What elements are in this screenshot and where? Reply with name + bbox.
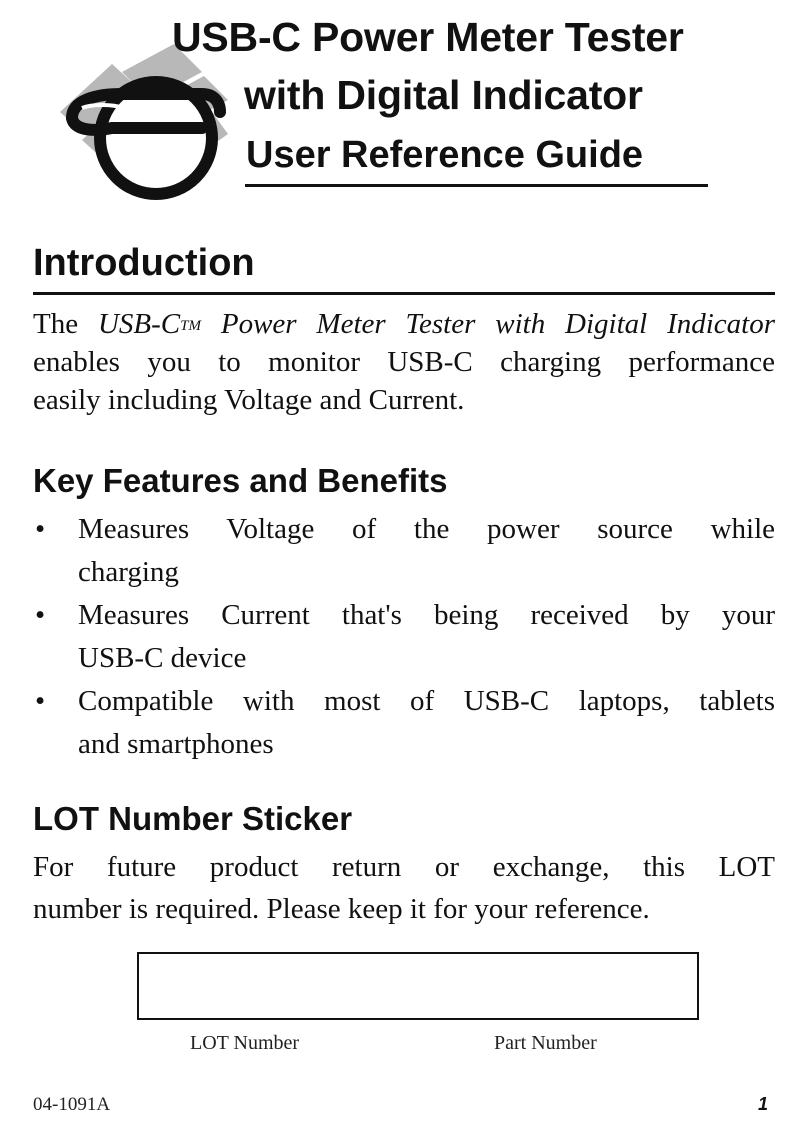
intro-line-1 — [33, 305, 775, 343]
lot-sticker-box — [137, 952, 699, 1020]
bullet-icon: • — [35, 513, 46, 545]
trademark-symbol: TM — [180, 318, 201, 334]
feature-2-line-2: USB-C device — [78, 642, 247, 674]
introduction-paragraph — [33, 305, 775, 419]
document-code: 04-1091A — [33, 1094, 111, 1115]
lot-number-label: LOT Number — [190, 1032, 300, 1054]
introduction-heading: Introduction — [33, 242, 255, 284]
bullet-icon: • — [35, 685, 46, 717]
key-features-list — [33, 508, 775, 766]
lot-sticker-heading: LOT Number Sticker — [33, 800, 353, 837]
intro-line-3: easily including Voltage and Current. — [33, 384, 465, 416]
subtitle-user-reference-guide: User Reference Guide — [246, 134, 644, 176]
list-item — [33, 680, 775, 766]
list-item — [33, 594, 775, 680]
feature-2-line-1: Measures Current that's being received by your — [78, 599, 775, 631]
product-name-prefix: USB-C — [97, 308, 181, 340]
page-number: 1 — [758, 1094, 769, 1114]
bullet-icon: • — [35, 599, 46, 631]
intro-line-2: enables you to monitor USB-C charging performance — [33, 346, 775, 378]
lot-sticker-paragraph — [33, 846, 775, 930]
list-item — [33, 508, 775, 594]
lot-line-2: number is required. Please keep it for your reference. — [33, 893, 650, 925]
intro-the: The — [33, 308, 79, 340]
brand-logo — [52, 42, 232, 202]
lot-line-1: For future product return or exchange, this LOT — [33, 851, 775, 883]
part-number-label: Part Number — [494, 1032, 597, 1054]
introduction-rule — [33, 292, 775, 295]
feature-1-line-1: Measures Voltage of the power source while — [78, 513, 775, 545]
key-features-heading: Key Features and Benefits — [33, 462, 448, 499]
title-underline — [245, 184, 708, 187]
feature-3-line-2: and smartphones — [78, 728, 274, 760]
feature-3-line-1: Compatible with most of USB-C laptops, tablets — [78, 685, 775, 717]
product-name-suffix: Power Meter Tester with Digital Indicator — [220, 308, 776, 340]
feature-1-line-2: charging — [78, 556, 179, 588]
title-line-2: with Digital Indicator — [244, 72, 643, 118]
title-line-1: USB-C Power Meter Tester — [172, 14, 684, 60]
